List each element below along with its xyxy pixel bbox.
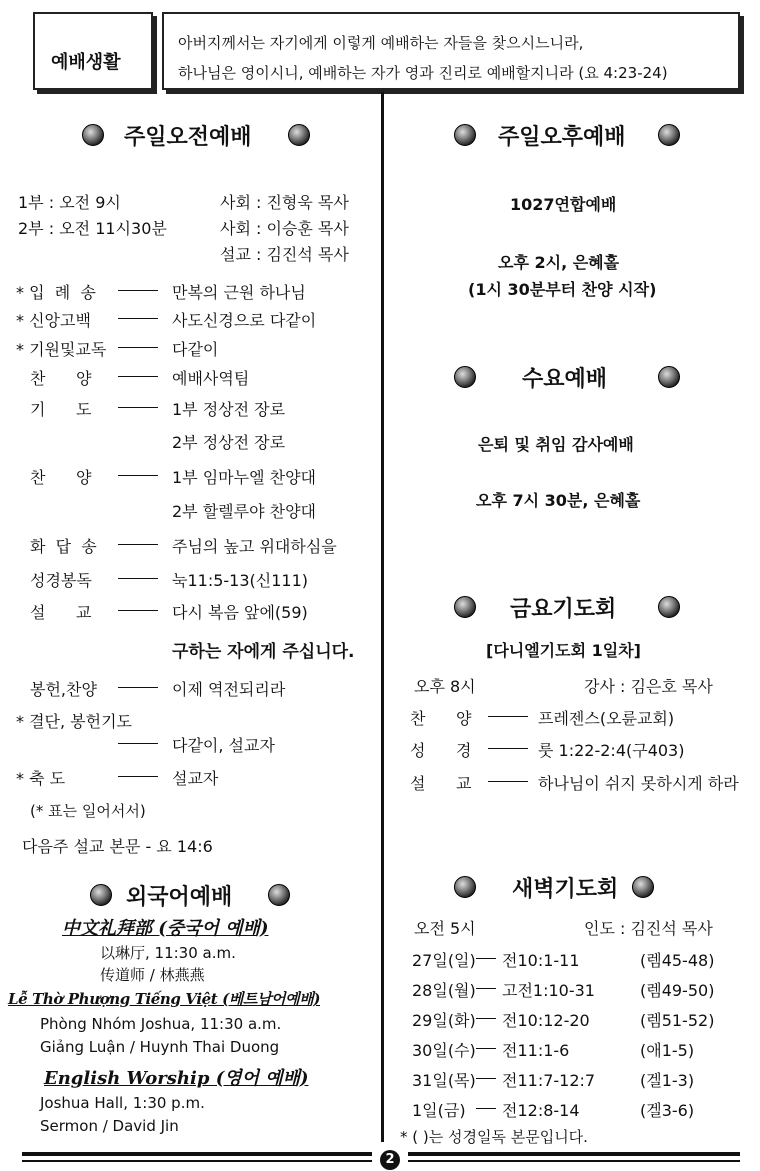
footer-bar-right [408, 1152, 740, 1156]
order-label: 설 교 [30, 603, 92, 622]
dawn-day: 31일(목) [412, 1071, 476, 1090]
dawn-reading: (겔3-6) [640, 1101, 695, 1120]
bullet-icon [658, 124, 680, 146]
footer-bar-right-thin [408, 1160, 740, 1162]
header-verse-line1: 아버지께서는 자기에게 이렇게 예배하는 자들을 찾으시느니라, [178, 34, 584, 52]
offering-label: 봉헌,찬양 [30, 680, 97, 699]
morning-leader1: 사회 : 진형욱 목사 [220, 193, 349, 212]
offering-value: 이제 역전되리라 [172, 680, 286, 699]
morning-service1: 1부 : 오전 9시 [18, 193, 121, 212]
order-value: 만복의 근원 하나님 [172, 283, 306, 302]
bullet-icon [454, 366, 476, 388]
dawn-reading: (렘45-48) [640, 951, 715, 970]
dawn-passage: 전11:1-6 [502, 1041, 570, 1060]
friday-row-label: 설 교 [410, 774, 472, 793]
wednesday-line2: 오후 7시 30분, 은혜홀 [476, 491, 641, 510]
bullet-icon [632, 876, 654, 898]
order-value: 눅11:5-13(신111) [172, 571, 308, 590]
order-label: 성경봉독 [30, 571, 92, 590]
dawn-reading: (겔1-3) [640, 1071, 695, 1090]
standing-note: (* 표는 일어서서) [30, 802, 146, 820]
footer-bar-left [22, 1152, 372, 1156]
dash-line [488, 716, 528, 717]
bullet-icon [90, 884, 112, 906]
dash-line [476, 1018, 496, 1019]
afternoon-line3: (1시 30분부터 찬양 시작) [468, 280, 657, 299]
order-label: 찬 양 [30, 369, 92, 388]
friday-row-value: 프레젠스(오륜교회) [538, 709, 675, 728]
benediction-label: * 축 도 [16, 769, 66, 788]
english-title: English Worship (영어 예배) [44, 1068, 309, 1089]
morning-leader2: 사회 : 이승훈 목사 [220, 219, 349, 238]
benediction-value: 설교자 [172, 769, 219, 788]
dawn-day: 27일(일) [412, 951, 476, 970]
dawn-day: 29일(화) [412, 1011, 476, 1030]
dash-line [118, 318, 158, 319]
vietnamese-line2: Giảng Luận / Huynh Thai Duong [40, 1038, 280, 1056]
friday-row-value: 룻 1:22-2:4(구403) [538, 741, 685, 760]
dawn-leader: 인도 : 김진석 목사 [584, 919, 713, 938]
morning-title: 주일오전예배 [124, 125, 252, 150]
dash-line [118, 687, 158, 688]
header-label-box [33, 12, 153, 90]
dawn-passage: 전10:12-20 [502, 1011, 590, 1030]
dawn-reading: (렘51-52) [640, 1011, 715, 1030]
wednesday-line1: 은퇴 및 취임 감사예배 [478, 435, 634, 454]
dawn-passage: 전12:8-14 [502, 1101, 580, 1120]
vietnamese-line1: Phòng Nhóm Joshua, 11:30 a.m. [40, 1015, 282, 1033]
order-value: 주님의 높고 위대하심을 [172, 537, 337, 556]
dash-line [118, 610, 158, 611]
dash-line [476, 1048, 496, 1049]
order-value: 1부 임마누엘 찬양대 [172, 468, 316, 487]
wednesday-title: 수요예배 [522, 367, 608, 392]
dawn-day: 1일(금) [412, 1101, 466, 1120]
order-label: * 신앙고백 [16, 311, 91, 330]
order-value: 다같이 [172, 340, 219, 359]
closing-value: 다같이, 설교자 [172, 736, 275, 755]
friday-row-label: 찬 양 [410, 709, 472, 728]
friday-title: 금요기도회 [510, 597, 617, 622]
page-number: 2 [380, 1150, 400, 1170]
bullet-icon [82, 124, 104, 146]
dawn-passage: 고전1:10-31 [502, 981, 595, 1000]
dash-line [118, 376, 158, 377]
afternoon-title: 주일오후예배 [498, 125, 626, 150]
dawn-note: * ( )는 성경일독 본문입니다. [400, 1128, 588, 1146]
bullet-icon [658, 366, 680, 388]
dash-line [118, 347, 158, 348]
footer-bar-left-thin [22, 1160, 372, 1162]
chinese-line1: 以琳厅, 11:30 a.m. [100, 944, 236, 962]
afternoon-line2: 오후 2시, 은혜홀 [498, 253, 620, 272]
order-value: 2부 할렐루야 찬양대 [172, 502, 316, 521]
dash-line [118, 578, 158, 579]
dash-line [476, 958, 496, 959]
dash-line [476, 1078, 496, 1079]
english-line2: Sermon / David Jin [40, 1117, 179, 1135]
bullet-icon [454, 876, 476, 898]
dash-line [118, 544, 158, 545]
friday-time: 오후 8시 [414, 677, 476, 696]
bullet-icon [658, 596, 680, 618]
dawn-day: 30일(수) [412, 1041, 476, 1060]
friday-row-value: 하나님이 쉬지 못하시게 하라 [538, 774, 739, 793]
friday-subtitle: [다니엘기도회 1일차] [486, 641, 641, 660]
column-divider [381, 92, 384, 1142]
dash-line [118, 776, 158, 777]
dash-line [476, 1108, 496, 1109]
header-label: 예배생활 [51, 52, 121, 73]
friday-row-label: 성 경 [410, 741, 472, 760]
order-label: 기 도 [30, 400, 92, 419]
english-line1: Joshua Hall, 1:30 p.m. [40, 1094, 205, 1112]
dash-line [118, 290, 158, 291]
dawn-title: 새벽기도회 [512, 877, 619, 902]
morning-service2: 2부 : 오전 11시30분 [18, 219, 167, 238]
bullet-icon [288, 124, 310, 146]
dash-line [476, 988, 496, 989]
chinese-title: 中文礼拜部 (중국어 예배) [62, 918, 269, 939]
dawn-time: 오전 5시 [414, 919, 476, 938]
header-verse-box [162, 12, 740, 90]
bullet-icon [454, 124, 476, 146]
order-value: 1부 정상전 장로 [172, 400, 286, 419]
next-week-sermon: 다음주 설교 본문 - 요 14:6 [22, 837, 213, 856]
order-value: 예배사역팀 [172, 369, 250, 388]
dash-line [118, 743, 158, 744]
order-value: 2부 정상전 장로 [172, 433, 286, 452]
vietnamese-title: Lễ Thờ Phượng Tiếng Việt (베트남어예배) [8, 990, 321, 1008]
dawn-passage: 전11:7-12:7 [502, 1071, 596, 1090]
dawn-reading: (렘49-50) [640, 981, 715, 1000]
order-label: 화 답 송 [30, 537, 97, 556]
bullet-icon [454, 596, 476, 618]
order-label: * 입 례 송 [16, 283, 96, 302]
dash-line [488, 748, 528, 749]
afternoon-line1: 1027연합예배 [510, 195, 617, 214]
order-value: 사도신경으로 다같이 [172, 311, 317, 330]
dawn-passage: 전10:1-11 [502, 951, 580, 970]
dash-line [118, 475, 158, 476]
order-label: 찬 양 [30, 468, 92, 487]
closing-label: * 결단, 봉헌기도 [16, 712, 132, 731]
dawn-day: 28일(월) [412, 981, 476, 1000]
friday-speaker: 강사 : 김은호 목사 [584, 677, 713, 696]
order-value: 다시 복음 앞에(59) [172, 603, 308, 622]
order-label: * 기원및교독 [16, 340, 107, 359]
dawn-reading: (애1-5) [640, 1041, 695, 1060]
foreign-title: 외국어예배 [126, 885, 233, 910]
dash-line [118, 407, 158, 408]
dash-line [488, 781, 528, 782]
morning-sermon-title: 구하는 자에게 주십니다. [172, 642, 355, 662]
header-verse-line2: 하나님은 영이시니, 예배하는 자가 영과 진리로 예배할지니라 (요 4:23-24) [178, 64, 668, 82]
bullet-icon [268, 884, 290, 906]
chinese-line2: 传道师 / 林燕燕 [100, 966, 205, 984]
morning-preacher: 설교 : 김진석 목사 [220, 245, 349, 264]
